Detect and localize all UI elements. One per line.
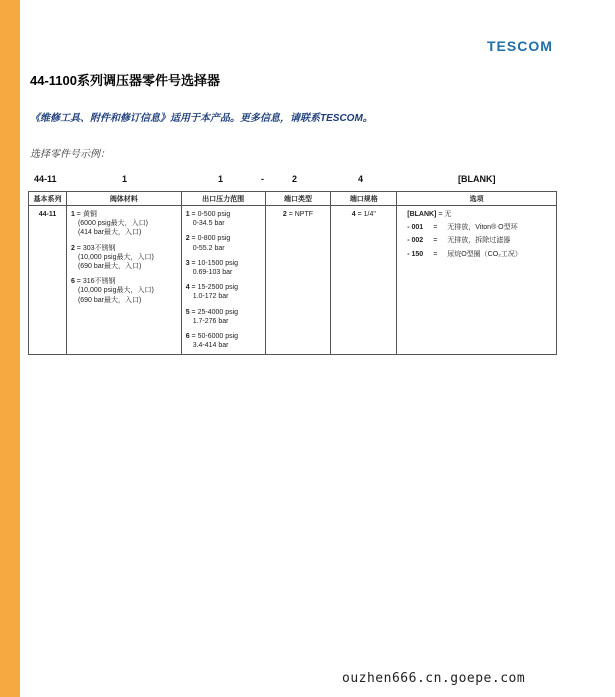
material-rating: (10,000 psig最大，入口) [77, 287, 154, 295]
port-type-code: 2 [282, 211, 287, 218]
example-option: [BLANK] [458, 174, 496, 184]
option-item [407, 223, 552, 232]
table-header-row [29, 192, 557, 206]
option-text: 尿烷O型圈（CO₂工况） [447, 250, 522, 258]
material-option [71, 210, 177, 238]
example-port-size: 4 [358, 174, 364, 184]
range-psig: = 10-1500 psig [191, 259, 239, 267]
range-code: 6 [185, 333, 190, 341]
header-port-size: 端口规格 [331, 192, 397, 206]
table-row [29, 206, 557, 355]
material-rating: (10,000 psig最大，入口) [77, 253, 154, 261]
option-eq: = [433, 224, 438, 232]
header-options: 选项 [397, 192, 557, 206]
material-rating: (6000 psig最大，入口) [77, 220, 148, 228]
material-name: = 316不锈钢 [76, 278, 116, 286]
range-bar: 3.4-414 bar [192, 342, 229, 350]
part-number-table [28, 191, 557, 355]
example-material: 1 [122, 174, 128, 184]
body-material-cell [66, 206, 181, 355]
range-code: 4 [185, 284, 190, 292]
option-code: - 001 [407, 224, 424, 232]
material-option [71, 244, 177, 272]
option-code: - 150 [407, 250, 424, 258]
option-blank-value: = 无 [438, 211, 452, 218]
range-psig: = 0-500 psig [191, 211, 231, 218]
header-base-series: 基本系列 [29, 192, 67, 206]
option-item [407, 236, 552, 245]
outlet-range-cell [181, 206, 265, 355]
watermark-text: ouzhen666.cn.goepe.com [342, 671, 526, 686]
material-name: = 303不锈钢 [76, 244, 116, 252]
option-eq: = [433, 237, 438, 245]
material-rating: (414 bar最大，入口) [77, 229, 142, 237]
page-title: 44-1100系列调压器零件号选择器 [30, 73, 220, 88]
orange-sidebar [0, 0, 20, 697]
option-text: 无排放，Viton® O型环 [447, 224, 518, 232]
material-name: = 黄铜 [76, 211, 97, 218]
material-code: 6 [70, 278, 75, 286]
tescom-logo: TESCOM [487, 38, 553, 54]
option-blank-code: [BLANK] [407, 211, 437, 218]
example-dash: - [261, 174, 264, 184]
range-option [186, 332, 261, 350]
range-bar: 0.69-103 bar [192, 269, 233, 277]
option-eq: = [433, 250, 438, 258]
range-option [186, 210, 261, 228]
example-base: 44-11 [34, 174, 57, 184]
header-port-type: 端口类型 [265, 192, 331, 206]
range-psig: = 15-2500 psig [191, 284, 239, 292]
range-option [186, 259, 261, 277]
range-psig: = 50-6000 psig [191, 333, 239, 341]
example-label: 选择零件号示例： [30, 149, 110, 160]
header-outlet-range: 出口压力范围 [181, 192, 265, 206]
material-code: 1 [70, 211, 75, 218]
port-size-code: 4 [351, 211, 356, 218]
base-series-cell: 44-11 [29, 206, 67, 355]
range-option [186, 308, 261, 326]
range-bar: 1.7-276 bar [192, 317, 229, 325]
material-code: 2 [70, 244, 75, 252]
option-text: 无排放，拆除过滤器 [447, 237, 511, 245]
material-option [71, 277, 177, 305]
range-bar: 0-34.5 bar [192, 220, 225, 228]
options-cell [397, 206, 557, 355]
option-item [407, 250, 552, 259]
option-code: - 002 [407, 237, 424, 245]
range-bar: 0-55.2 bar [192, 244, 225, 252]
range-code: 5 [185, 308, 190, 316]
material-rating: (690 bar最大，入口) [77, 263, 142, 271]
range-psig: = 25-4000 psig [191, 308, 239, 316]
info-note: 《维修工具、附件和修订信息》适用于本产品。更多信息，请联系TESCOM。 [30, 113, 373, 124]
example-port-type: 2 [292, 174, 298, 184]
range-code: 2 [185, 235, 190, 243]
header-body-material: 阀体材料 [66, 192, 181, 206]
port-size-value: = 1/4" [357, 211, 376, 218]
range-option [186, 234, 261, 252]
port-type-value: = NPTF [288, 211, 314, 218]
range-bar: 1.0-172 bar [192, 293, 229, 301]
range-option [186, 283, 261, 301]
port-type-cell [265, 206, 331, 355]
range-code: 1 [185, 211, 190, 218]
range-psig: = 0-800 psig [191, 235, 231, 243]
example-range: 1 [218, 174, 224, 184]
port-size-cell [331, 206, 397, 355]
range-code: 3 [185, 259, 190, 267]
example-part-number [30, 174, 557, 186]
material-rating: (690 bar最大，入口) [77, 296, 142, 304]
